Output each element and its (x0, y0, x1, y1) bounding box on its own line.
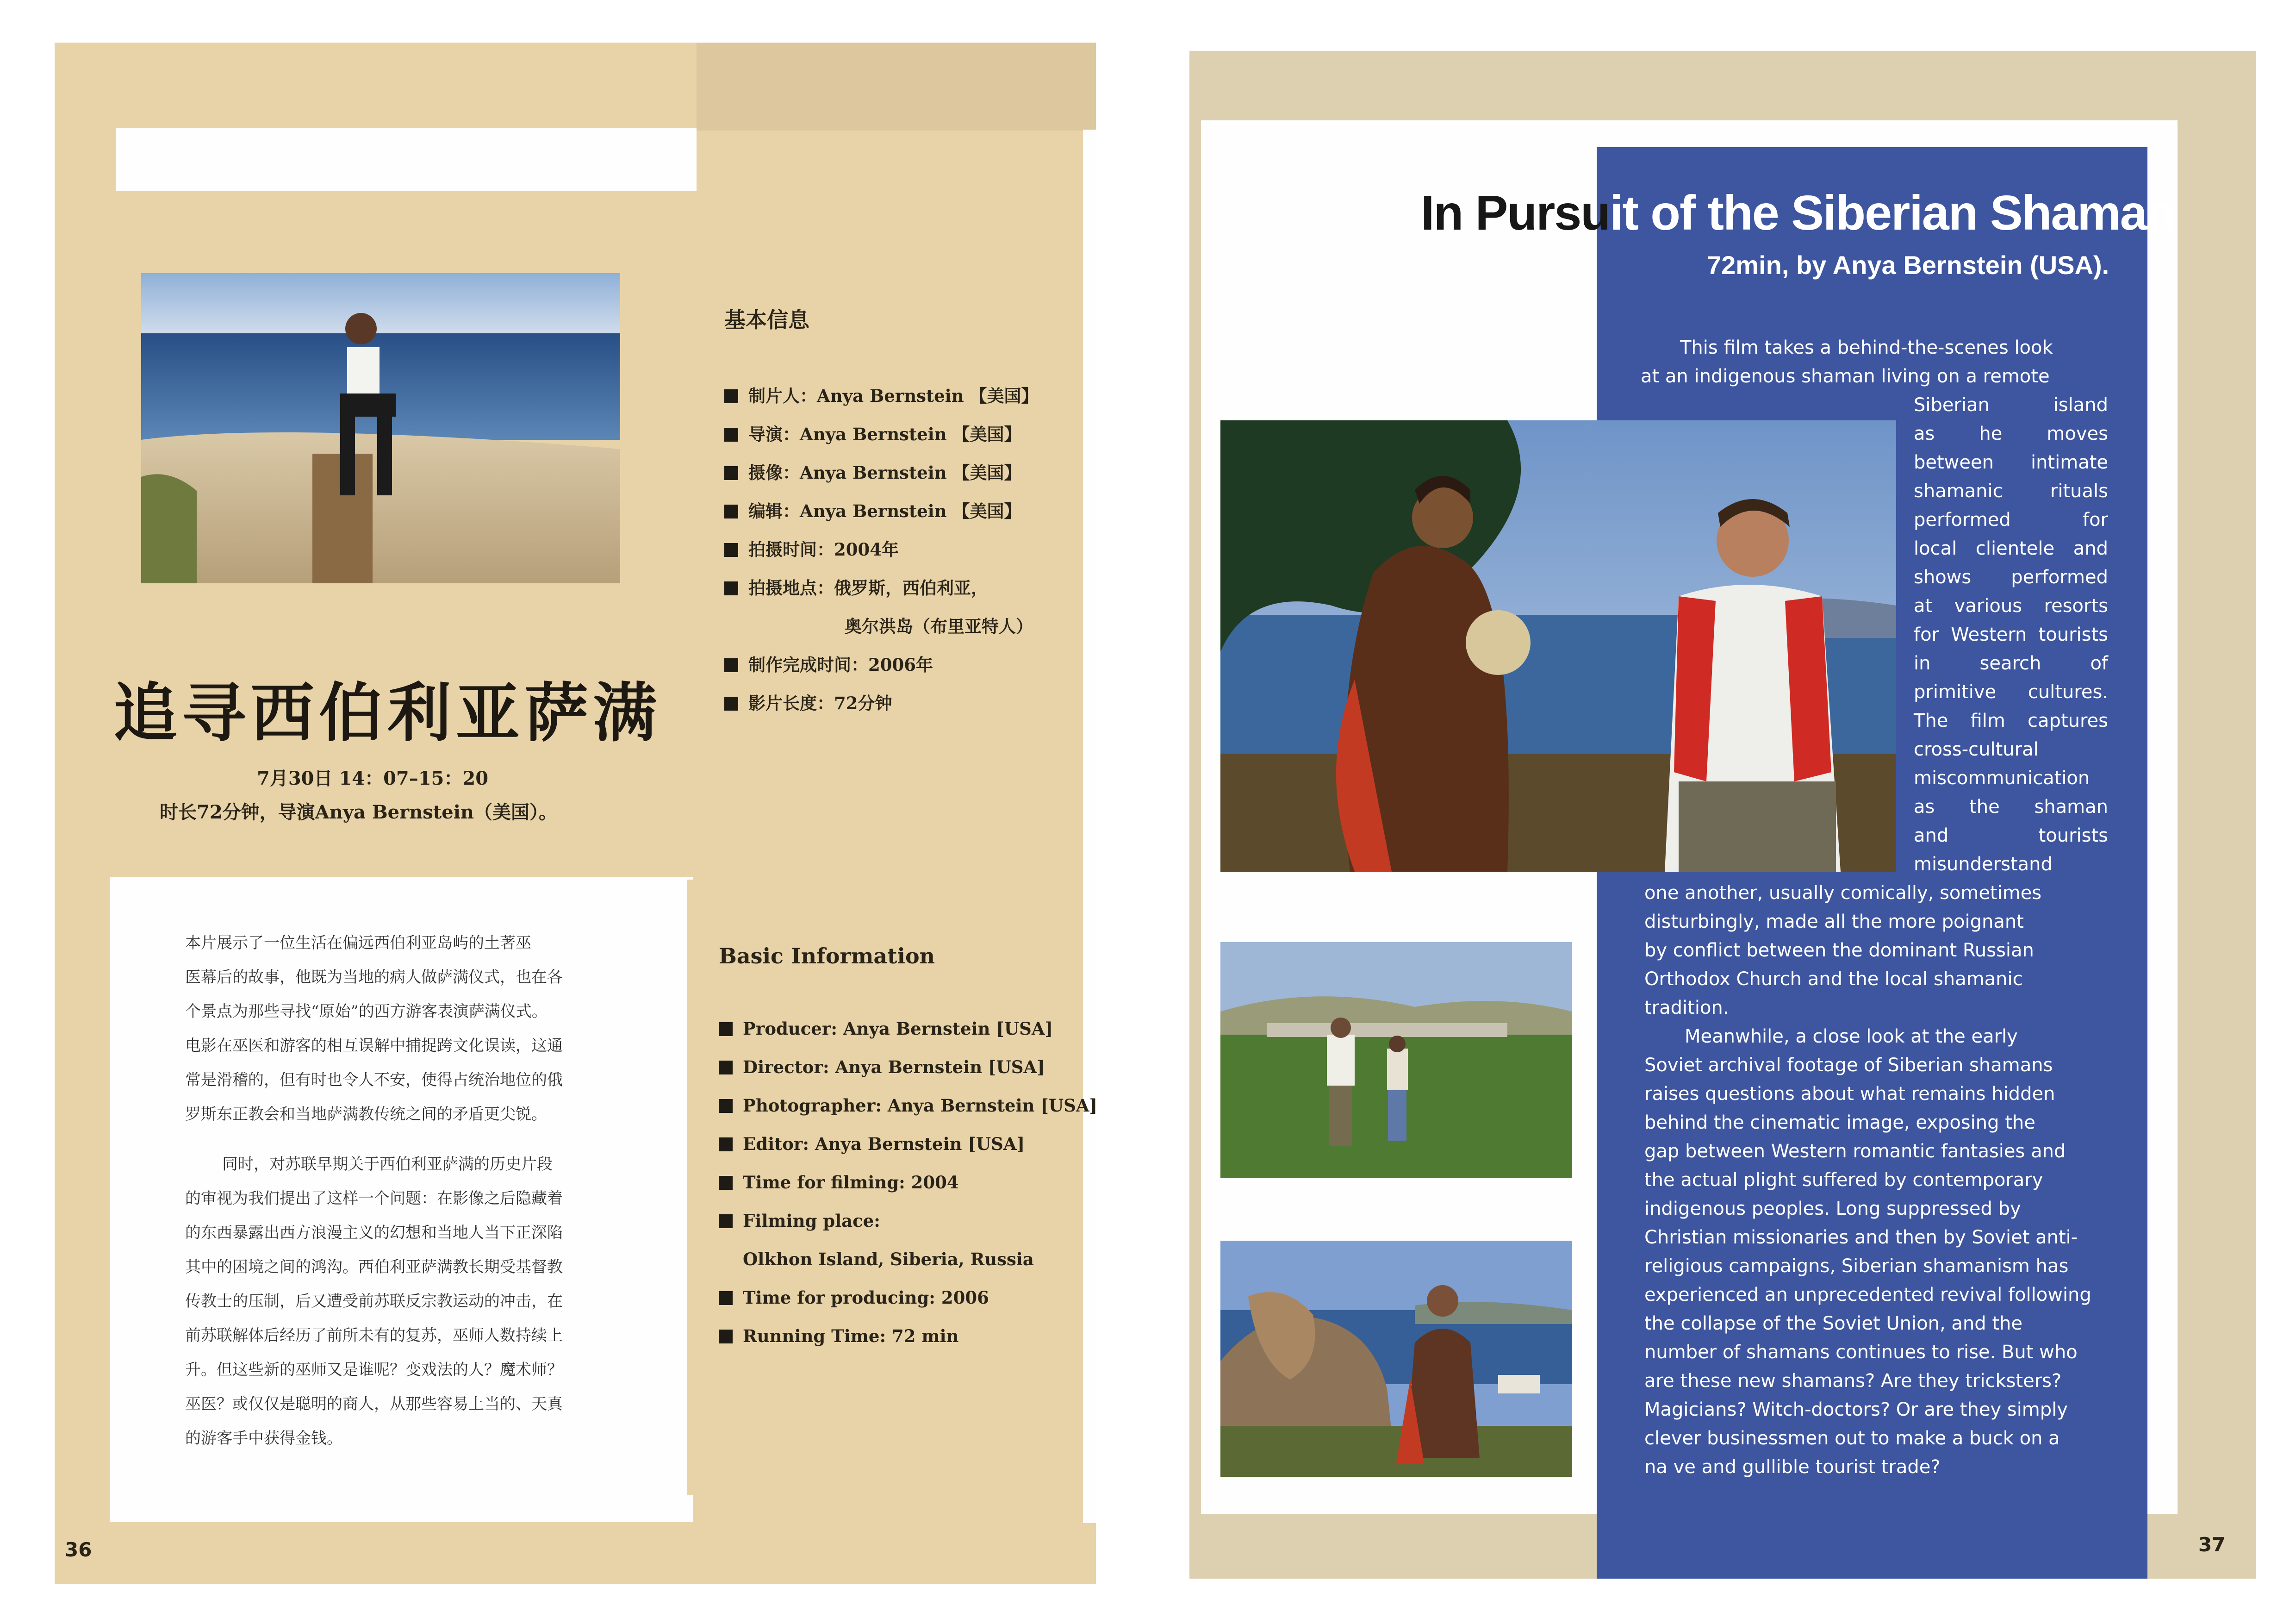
body-line: Christian missionaries and then by Soviet anti- (1644, 1227, 2078, 1248)
square-bullet-icon (724, 581, 738, 595)
body-line: raises questions about what remains hidden (1644, 1083, 2055, 1105)
body-line: Soviet archival footage of Siberian shamans (1644, 1055, 2053, 1076)
square-bullet-icon (724, 428, 738, 442)
body-line: performed for (1914, 509, 2108, 531)
chinese-synopsis-para2: 同时，对苏联早期关于西伯利亚萨满的历史片段 的审视为我们提出了这样一个问题：在影像之后隐藏着 的东西暴露出西方浪漫主义的幻想和当地人当下正深陷 其中的困境之间的鸿沟。西伯利亚萨满教长期受基督教 传教士的压制，后又遭受前苏联反宗教运动的冲击，在 前苏联解体后经历了前所未有的复苏，巫师人数持续上 升。但这些新的巫师又是谁呢？变戏法的人？魔术师？ 巫医？或仅仅是聪明的商人，从那些容易上当的、天真 的游客手中获得金钱。 (185, 1155, 563, 1448)
body-line: primitive cultures. (1914, 681, 2108, 703)
body-line: Orthodox Church and the local shamanic (1644, 968, 2023, 990)
body-line: The film captures (1914, 710, 2108, 731)
info-item: 制片人：Anya Bernstein 【美国】 (724, 382, 1038, 407)
body-line: Siberian island (1914, 394, 2108, 416)
square-bullet-icon (719, 1176, 733, 1190)
square-bullet-icon (724, 389, 738, 403)
body-line: one another, usually comically, sometimes (1644, 882, 2042, 904)
body-line: number of shamans continues to rise. But who (1644, 1342, 2078, 1363)
body-line: at an indigenous shaman living on a remote (1641, 366, 2050, 387)
square-bullet-icon (719, 1022, 733, 1036)
body-line: are these new shamans? Are they tricksters? (1644, 1370, 2062, 1392)
body-line: Magicians? Witch-doctors? Or are they simply (1644, 1399, 2068, 1420)
english-film-title: In Pursuit of the Siberian Shaman (1421, 186, 2176, 240)
body-line: experienced an unprecedented revival following (1644, 1284, 2091, 1305)
body-line: cross-cultural (1914, 739, 2039, 760)
body-line: This film takes a behind-the-scenes look (1680, 337, 2053, 358)
square-bullet-icon (724, 543, 738, 557)
page-number-left: 36 (65, 1538, 92, 1561)
film-subtitle: 72min, by Anya Bernstein (USA). (1707, 250, 2109, 280)
basic-info-item: Editor: Anya Bernstein [USA] (719, 1134, 1025, 1154)
basic-info-item: Filming place: (719, 1211, 880, 1231)
left-page-top-white-strip (116, 128, 697, 191)
body-line: tradition. (1644, 997, 1729, 1018)
square-bullet-icon (724, 697, 738, 711)
body-line: na ve and gullible tourist trade? (1644, 1456, 1941, 1478)
body-line: misunderstand (1914, 854, 2053, 875)
basic-info-item: Time for filming: 2004 (719, 1172, 959, 1193)
basic-info-heading-zh: 基本信息 (724, 307, 809, 332)
body-line: in search of (1914, 653, 2108, 674)
info-item: 导演：Anya Bernstein 【美国】 (724, 420, 1021, 445)
square-bullet-icon (719, 1099, 733, 1113)
square-bullet-icon (719, 1061, 733, 1074)
basic-info-item: Photographer: Anya Bernstein [USA] (719, 1095, 1097, 1116)
left-page-right-edge (1083, 130, 1096, 1523)
basic-info-item: Running Time: 72 min (719, 1326, 958, 1346)
page-number-right: 37 (2198, 1533, 2226, 1556)
square-bullet-icon (724, 658, 738, 672)
body-line: miscommunication (1914, 768, 2090, 789)
body-line: Meanwhile, a close look at the early (1685, 1026, 2018, 1047)
body-line: shamanic rituals (1914, 481, 2108, 502)
info-item: 拍摄时间：2004年 (724, 536, 899, 561)
body-line: at various resorts (1914, 595, 2108, 617)
body-line: shows performed (1914, 567, 2108, 588)
body-line: between intimate (1914, 452, 2108, 473)
body-line: religious campaigns, Siberian shamanism has (1644, 1255, 2069, 1277)
info-item: 拍摄地点：俄罗斯，西伯利亚， (724, 574, 988, 599)
shaman-and-tourist-photo (1220, 420, 1896, 872)
screening-datetime: 7月30日 14：07–15：20 (257, 768, 489, 789)
body-line: the collapse of the Soviet Union, and the (1644, 1313, 2023, 1334)
square-bullet-icon (724, 466, 738, 480)
body-line: as the shaman (1914, 796, 2108, 818)
square-bullet-icon (724, 505, 738, 518)
duration-line: 时长72分钟，导演Anya Bernstein（美国）。 (160, 801, 558, 823)
body-line: the actual plight suffered by contemporary (1644, 1169, 2043, 1191)
body-line: for Western tourists (1914, 624, 2108, 645)
info-item: 摄像：Anya Bernstein 【美国】 (724, 459, 1021, 484)
info-item: 制作完成时间：2006年 (724, 651, 933, 676)
body-line: disturbingly, made all the more poignant (1644, 911, 2024, 932)
basic-info-item: Producer: Anya Bernstein [USA] (719, 1018, 1053, 1039)
basic-info-heading-en: Basic Information (719, 943, 935, 968)
beach-photo (141, 273, 620, 583)
body-line: and tourists (1914, 825, 2108, 846)
info-item-continuation: 奥尔洪岛（布里亚特人） (845, 616, 1033, 637)
body-line: as he moves (1914, 423, 2108, 444)
body-line: local clientele and (1914, 538, 2108, 559)
square-bullet-icon (719, 1291, 733, 1305)
info-item: 影片长度：72分钟 (724, 689, 892, 714)
lakeside-shaman-photo (1220, 1241, 1572, 1477)
chinese-synopsis-para1: 本片展示了一位生活在偏远西伯利亚岛屿的土著巫 医幕后的故事，他既为当地的病人做萨满仪式，也在各 个景点为那些寻找“原始”的西方游客表演萨满仪式。 电影在巫医和游客的相互误解中捕捉跨文化误读，这通 常是滑稽的，但有时也令人不安，使得占统治地位的俄 罗斯东正教会和当地萨满教传统之间的矛盾更尖锐。 (185, 934, 563, 1124)
body-line: by conflict between the dominant Russian (1644, 940, 2034, 961)
body-line: gap between Western romantic fantasies and (1644, 1141, 2066, 1162)
info-item: 编辑：Anya Bernstein 【美国】 (724, 497, 1021, 522)
body-line: clever businessmen out to make a buck on a (1644, 1428, 2060, 1449)
left-page-top-band (697, 43, 1096, 131)
basic-info-item: Time for producing: 2006 (719, 1287, 989, 1308)
body-line: behind the cinematic image, exposing the (1644, 1112, 2035, 1133)
square-bullet-icon (719, 1330, 733, 1343)
garden-photo (1220, 942, 1572, 1178)
chinese-film-title: 追寻西伯利亚萨满 (113, 675, 662, 750)
square-bullet-icon (719, 1137, 733, 1151)
filming-place-value: Olkhon Island, Siberia, Russia (743, 1249, 1034, 1269)
square-bullet-icon (719, 1214, 733, 1228)
basic-info-item: Director: Anya Bernstein [USA] (719, 1057, 1045, 1077)
body-line: indigenous peoples. Long suppressed by (1644, 1198, 2021, 1219)
